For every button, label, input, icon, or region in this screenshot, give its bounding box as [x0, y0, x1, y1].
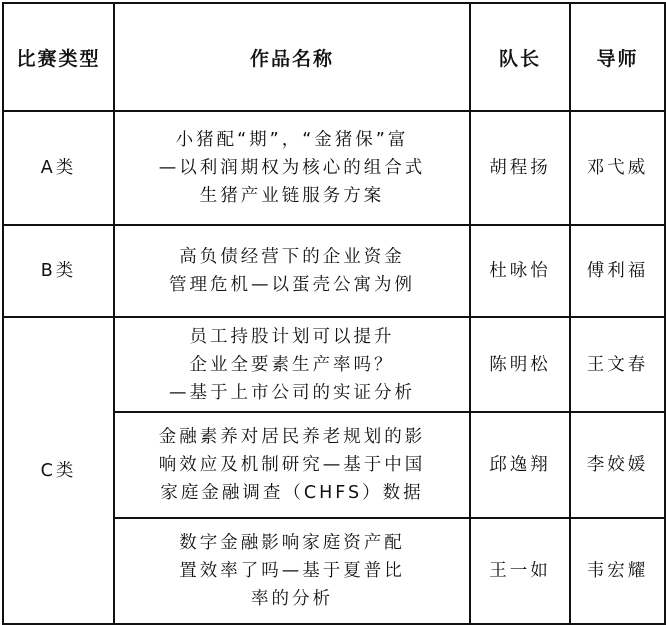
work-title-line: 管理危机—以蛋壳公寓为例: [169, 275, 415, 295]
category-cell: B类: [3, 225, 114, 317]
captain-cell: 胡程扬: [470, 111, 570, 225]
table-header-row: [3, 3, 665, 111]
header-work-title: 作品名称: [114, 3, 470, 111]
work-title-line: 金融素养对居民养老规划的影: [158, 427, 426, 447]
mentor-cell: 韦宏耀: [570, 518, 665, 624]
work-title-line: 响效应及机制研究—基于中国: [158, 455, 426, 475]
mentor-cell: 邓弋威: [570, 111, 665, 225]
captain-cell: 陈明松: [470, 317, 570, 412]
captain-cell: 邱逸翔: [470, 412, 570, 518]
work-title-line: 小猪配“期”，“金猪保”富: [175, 130, 409, 150]
work-title-line: 企业全要素生产率吗？: [189, 354, 395, 375]
work-title-cell: [114, 225, 470, 317]
work-title-cell: [114, 111, 470, 225]
table-row: [3, 317, 665, 412]
work-title-cell: [114, 412, 470, 518]
awards-table: [2, 2, 666, 625]
captain-cell: 王一如: [470, 518, 570, 624]
captain-cell: 杜咏怡: [470, 225, 570, 317]
work-title-line: 生猪产业链服务方案: [199, 186, 385, 206]
header-competition-type: 比赛类型: [3, 3, 114, 111]
work-title-cell: [114, 518, 470, 624]
work-title-cell: [114, 317, 470, 412]
mentor-cell: 王文春: [570, 317, 665, 412]
category-cell: C类: [3, 317, 114, 624]
mentor-cell: 傅利福: [570, 225, 665, 317]
table-row: [3, 111, 665, 225]
work-title-line: 家庭金融调查（CHFS）数据: [160, 483, 424, 503]
table-row: [3, 225, 665, 317]
work-title-line: 高负债经营下的企业资金: [179, 247, 405, 267]
work-title-line: 率的分析: [251, 589, 333, 609]
header-mentor: 导师: [570, 3, 665, 111]
mentor-cell: 李姣媛: [570, 412, 665, 518]
work-title-line: —基于上市公司的实证分析: [169, 382, 415, 403]
work-title-line: 员工持股计划可以提升: [189, 326, 395, 347]
header-captain: 队长: [470, 3, 570, 111]
category-cell: A类: [3, 111, 114, 225]
work-title-line: 数字金融影响家庭资产配: [179, 533, 405, 553]
work-title-line: —以利润期权为核心的组合式: [158, 158, 426, 178]
work-title-line: 置效率了吗—基于夏普比: [179, 561, 405, 581]
